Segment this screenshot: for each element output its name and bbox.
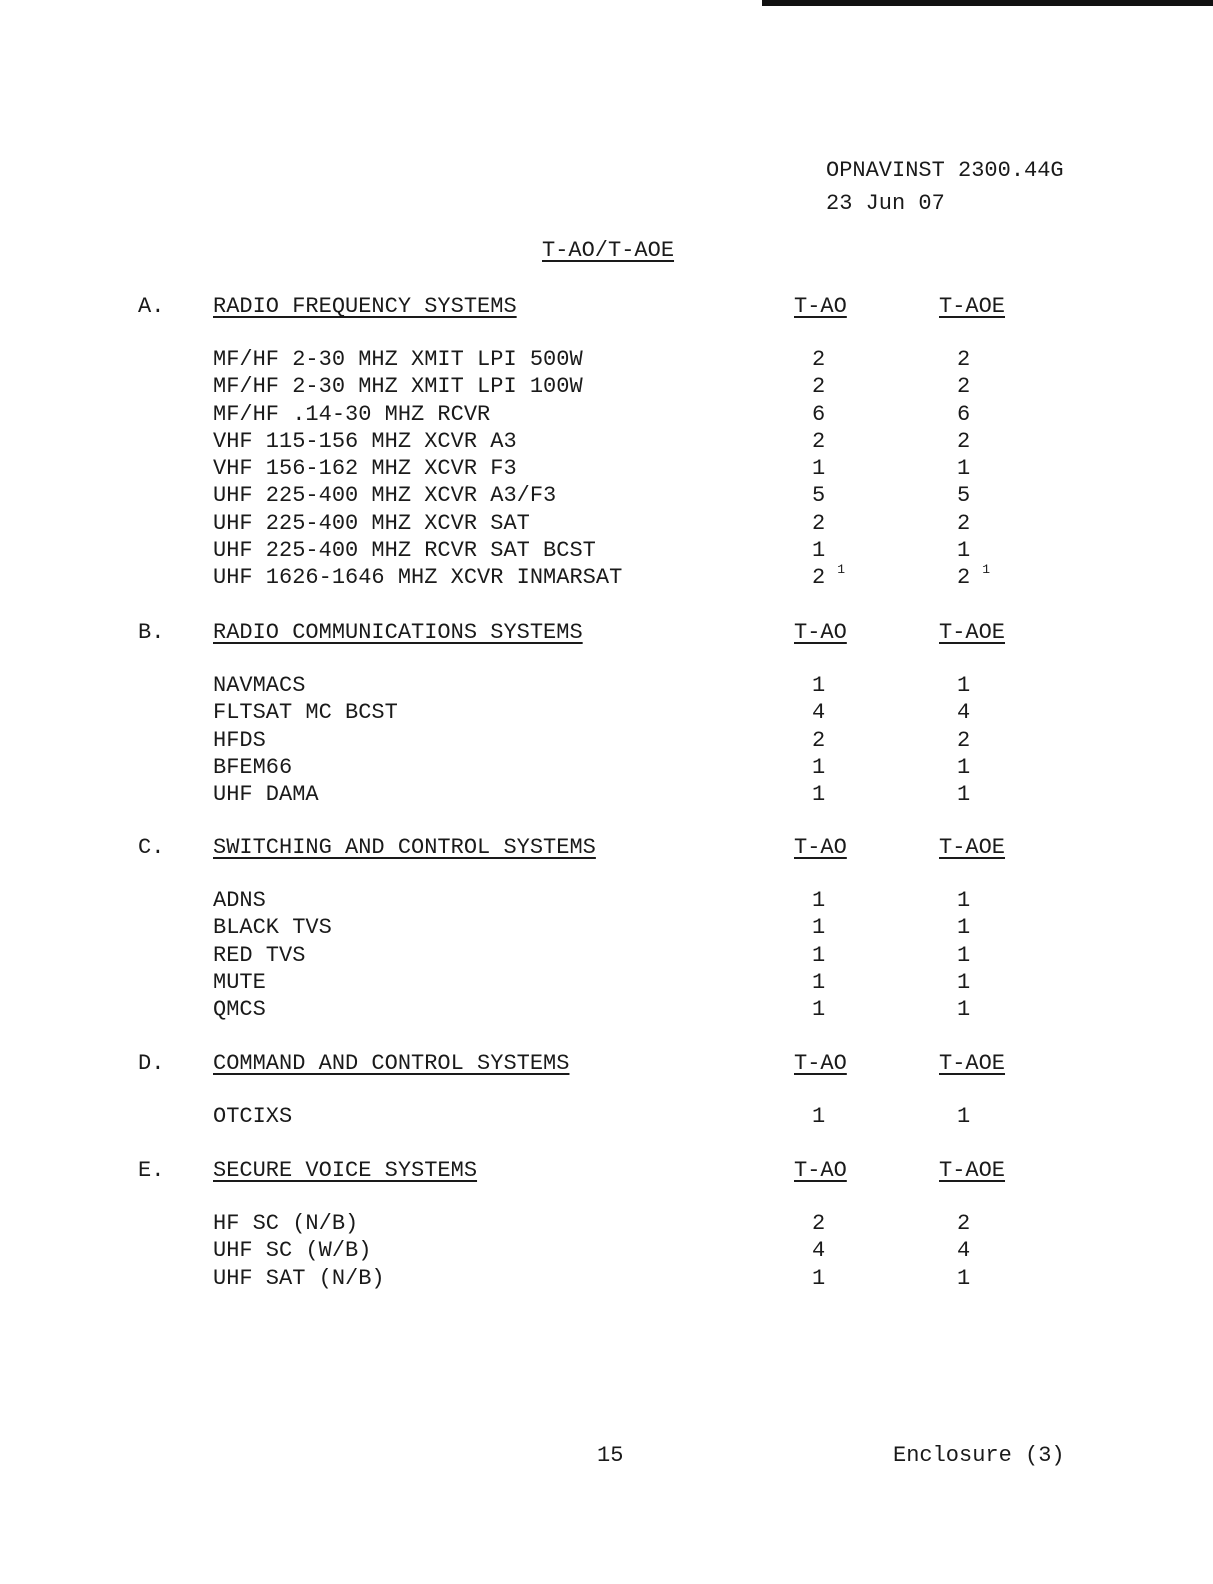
table-row: [0, 1238, 1213, 1265]
t-ao-count-cell: [812, 1266, 825, 1291]
t-aoe-count-cell: [957, 1238, 970, 1263]
top-rule: [762, 0, 1213, 6]
table-row: [0, 456, 1213, 483]
t-ao-count: 2: [812, 347, 826, 372]
page-title: T-AO/T-AOE: [542, 238, 675, 263]
t-ao-count: 1: [812, 888, 826, 913]
t-ao-count-cell: [812, 782, 825, 807]
table-row: [0, 915, 1213, 942]
column-header-t-ao: T-AO: [794, 620, 847, 645]
section-letter: A.: [138, 294, 165, 319]
t-ao-count: 2: [812, 510, 826, 536]
t-ao-count-cell: [812, 347, 825, 372]
system-name: BLACK TVS: [213, 915, 332, 941]
t-ao-count-cell: [812, 483, 825, 508]
system-name: MUTE: [213, 969, 266, 995]
t-aoe-count: 5: [957, 483, 971, 509]
t-aoe-count: 1: [957, 915, 971, 941]
t-aoe-count-cell: [957, 1266, 970, 1291]
t-ao-count-cell: [812, 755, 825, 780]
t-ao-count: 2: [812, 565, 826, 591]
t-aoe-count-cell: [957, 1211, 970, 1236]
section-letter: B.: [138, 620, 165, 645]
t-ao-count: 1: [812, 942, 826, 968]
t-ao-count: 1: [812, 782, 826, 808]
table-row: [0, 538, 1213, 565]
section-rows: [0, 888, 1213, 1024]
t-aoe-count-cell: [957, 538, 970, 563]
table-row: [0, 374, 1213, 401]
t-aoe-count-cell: [957, 782, 970, 807]
table-row: [0, 1104, 1213, 1131]
t-ao-count-cell: [812, 402, 825, 427]
t-ao-count-cell: [812, 1104, 825, 1129]
column-header-t-aoe: T-AOE: [939, 1051, 1006, 1076]
t-ao-count: 2: [812, 727, 826, 753]
section-rows: [0, 1211, 1213, 1293]
t-ao-count-cell: [812, 997, 825, 1022]
section-letter: D.: [138, 1051, 165, 1076]
table-row: [0, 1211, 1213, 1238]
system-name: MF/HF .14-30 MHZ RCVR: [213, 401, 491, 427]
t-ao-count-cell: [812, 700, 825, 725]
column-header-t-aoe: T-AOE: [939, 835, 1006, 860]
t-aoe-count: 6: [957, 401, 971, 427]
t-ao-count: 6: [812, 401, 826, 427]
section-title: SWITCHING AND CONTROL SYSTEMS: [213, 835, 596, 860]
instruction-number: OPNAVINST 2300.44G: [826, 158, 1064, 183]
t-aoe-count: 1: [957, 997, 971, 1023]
t-ao-count: 1: [812, 538, 826, 564]
t-aoe-count-cell: [957, 511, 970, 536]
column-header-t-ao: T-AO: [794, 835, 847, 860]
t-aoe-count: 2: [957, 565, 971, 591]
table-row: [0, 511, 1213, 538]
table-row: [0, 700, 1213, 727]
page-number: 15: [597, 1443, 624, 1468]
t-ao-count-cell: [812, 374, 825, 399]
t-aoe-count-cell: [957, 483, 970, 508]
t-aoe-count-cell: [957, 374, 970, 399]
t-ao-count: 1: [812, 673, 826, 698]
t-aoe-count: 1: [957, 754, 971, 780]
t-ao-count-cell: [812, 943, 825, 968]
table-row: [0, 347, 1213, 374]
system-name: QMCS: [213, 997, 266, 1023]
t-aoe-count: 1: [957, 538, 971, 564]
t-aoe-count-cell: [957, 943, 970, 968]
t-ao-count-cell: [812, 511, 825, 536]
t-aoe-count: 1: [957, 456, 971, 482]
enclosure-label: Enclosure (3): [893, 1443, 1065, 1468]
t-ao-count-cell: [812, 429, 825, 454]
table-row: [0, 1266, 1213, 1293]
t-aoe-count-cell: [957, 673, 970, 698]
t-ao-count: 2: [812, 428, 826, 454]
column-header-t-ao: T-AO: [794, 1051, 847, 1076]
system-name: UHF DAMA: [213, 782, 319, 808]
system-name: HF SC (N/B): [213, 1211, 359, 1236]
t-aoe-count: 2: [957, 1211, 971, 1236]
t-aoe-count: 1: [957, 673, 971, 698]
t-ao-count-cell: [812, 538, 825, 563]
column-header-t-ao: T-AO: [794, 294, 847, 319]
footnote-marker: 1: [837, 562, 846, 578]
t-ao-count-cell: [812, 915, 825, 940]
t-aoe-count-cell: [957, 429, 970, 454]
t-ao-count: 1: [812, 915, 826, 941]
t-aoe-count-cell: [957, 562, 991, 591]
section-letter: E.: [138, 1158, 165, 1183]
table-row: [0, 943, 1213, 970]
system-name: UHF 225-400 MHZ RCVR SAT BCST: [213, 538, 596, 564]
t-ao-count: 5: [812, 483, 826, 509]
t-aoe-count: 1: [957, 1104, 971, 1129]
t-ao-count: 1: [812, 969, 826, 995]
t-aoe-count: 2: [957, 727, 971, 753]
t-ao-count-cell: [812, 888, 825, 913]
t-aoe-count: 2: [957, 374, 971, 400]
t-ao-count: 2: [812, 374, 826, 400]
section-title: COMMAND AND CONTROL SYSTEMS: [213, 1051, 570, 1076]
table-row: [0, 888, 1213, 915]
section-rows: [0, 1104, 1213, 1131]
table-row: [0, 402, 1213, 429]
system-name: BFEM66: [213, 754, 293, 780]
t-ao-count-cell: [812, 673, 825, 698]
system-name: ADNS: [213, 888, 266, 913]
system-name: UHF 225-400 MHZ XCVR A3/F3: [213, 483, 557, 509]
table-row: [0, 997, 1213, 1024]
t-aoe-count-cell: [957, 997, 970, 1022]
t-ao-count: 4: [812, 1238, 826, 1264]
table-row: [0, 429, 1213, 456]
t-ao-count-cell: [812, 562, 846, 591]
system-name: NAVMACS: [213, 673, 306, 698]
t-aoe-count-cell: [957, 456, 970, 481]
t-aoe-count-cell: [957, 888, 970, 913]
t-ao-count-cell: [812, 1211, 825, 1236]
system-name: VHF 115-156 MHZ XCVR A3: [213, 428, 517, 454]
system-name: RED TVS: [213, 942, 306, 968]
table-row: [0, 483, 1213, 510]
table-row: [0, 755, 1213, 782]
t-aoe-count: 1: [957, 888, 971, 913]
section-title: RADIO COMMUNICATIONS SYSTEMS: [213, 620, 583, 645]
t-ao-count-cell: [812, 456, 825, 481]
table-row: [0, 728, 1213, 755]
table-row: [0, 562, 1213, 592]
footnote-marker: 1: [982, 562, 991, 578]
section-title: SECURE VOICE SYSTEMS: [213, 1158, 478, 1183]
t-ao-count: 1: [812, 997, 826, 1023]
t-aoe-count: 4: [957, 700, 971, 726]
section-rows: [0, 673, 1213, 809]
t-aoe-count-cell: [957, 700, 970, 725]
t-ao-count: 1: [812, 1104, 826, 1129]
t-ao-count: 1: [812, 754, 826, 780]
system-name: OTCIXS: [213, 1104, 293, 1129]
system-name: UHF 1626-1646 MHZ XCVR INMARSAT: [213, 565, 623, 591]
t-ao-count-cell: [812, 1238, 825, 1263]
t-aoe-count: 1: [957, 1265, 971, 1291]
section-letter: C.: [138, 835, 165, 860]
system-name: MF/HF 2-30 MHZ XMIT LPI 100W: [213, 374, 583, 400]
t-aoe-count-cell: [957, 915, 970, 940]
system-name: MF/HF 2-30 MHZ XMIT LPI 500W: [213, 347, 583, 372]
t-aoe-count: 2: [957, 510, 971, 536]
t-ao-count: 4: [812, 700, 826, 726]
column-header-t-aoe: T-AOE: [939, 294, 1006, 319]
t-aoe-count-cell: [957, 755, 970, 780]
t-ao-count-cell: [812, 728, 825, 753]
t-aoe-count: 1: [957, 942, 971, 968]
table-row: [0, 970, 1213, 997]
system-name: VHF 156-162 MHZ XCVR F3: [213, 456, 517, 482]
t-ao-count-cell: [812, 970, 825, 995]
t-aoe-count: 1: [957, 782, 971, 808]
t-aoe-count: 4: [957, 1238, 971, 1264]
system-name: UHF 225-400 MHZ XCVR SAT: [213, 510, 530, 536]
section-title: RADIO FREQUENCY SYSTEMS: [213, 294, 517, 319]
system-name: HFDS: [213, 727, 266, 753]
column-header-t-aoe: T-AOE: [939, 1158, 1006, 1183]
column-header-t-ao: T-AO: [794, 1158, 847, 1183]
t-aoe-count-cell: [957, 402, 970, 427]
column-header-t-aoe: T-AOE: [939, 620, 1006, 645]
t-ao-count: 1: [812, 456, 826, 482]
table-row: [0, 673, 1213, 700]
t-aoe-count: 2: [957, 428, 971, 454]
t-aoe-count-cell: [957, 1104, 970, 1129]
document-date: 23 Jun 07: [826, 191, 945, 216]
t-aoe-count-cell: [957, 970, 970, 995]
system-name: UHF SC (W/B): [213, 1238, 372, 1264]
t-ao-count: 2: [812, 1211, 826, 1236]
t-aoe-count-cell: [957, 728, 970, 753]
t-ao-count: 1: [812, 1265, 826, 1291]
system-name: UHF SAT (N/B): [213, 1265, 385, 1291]
t-aoe-count-cell: [957, 347, 970, 372]
document-header: [826, 154, 1064, 220]
system-name: FLTSAT MC BCST: [213, 700, 398, 726]
t-aoe-count: 1: [957, 969, 971, 995]
section-rows: [0, 347, 1213, 593]
t-aoe-count: 2: [957, 347, 971, 372]
table-row: [0, 782, 1213, 809]
